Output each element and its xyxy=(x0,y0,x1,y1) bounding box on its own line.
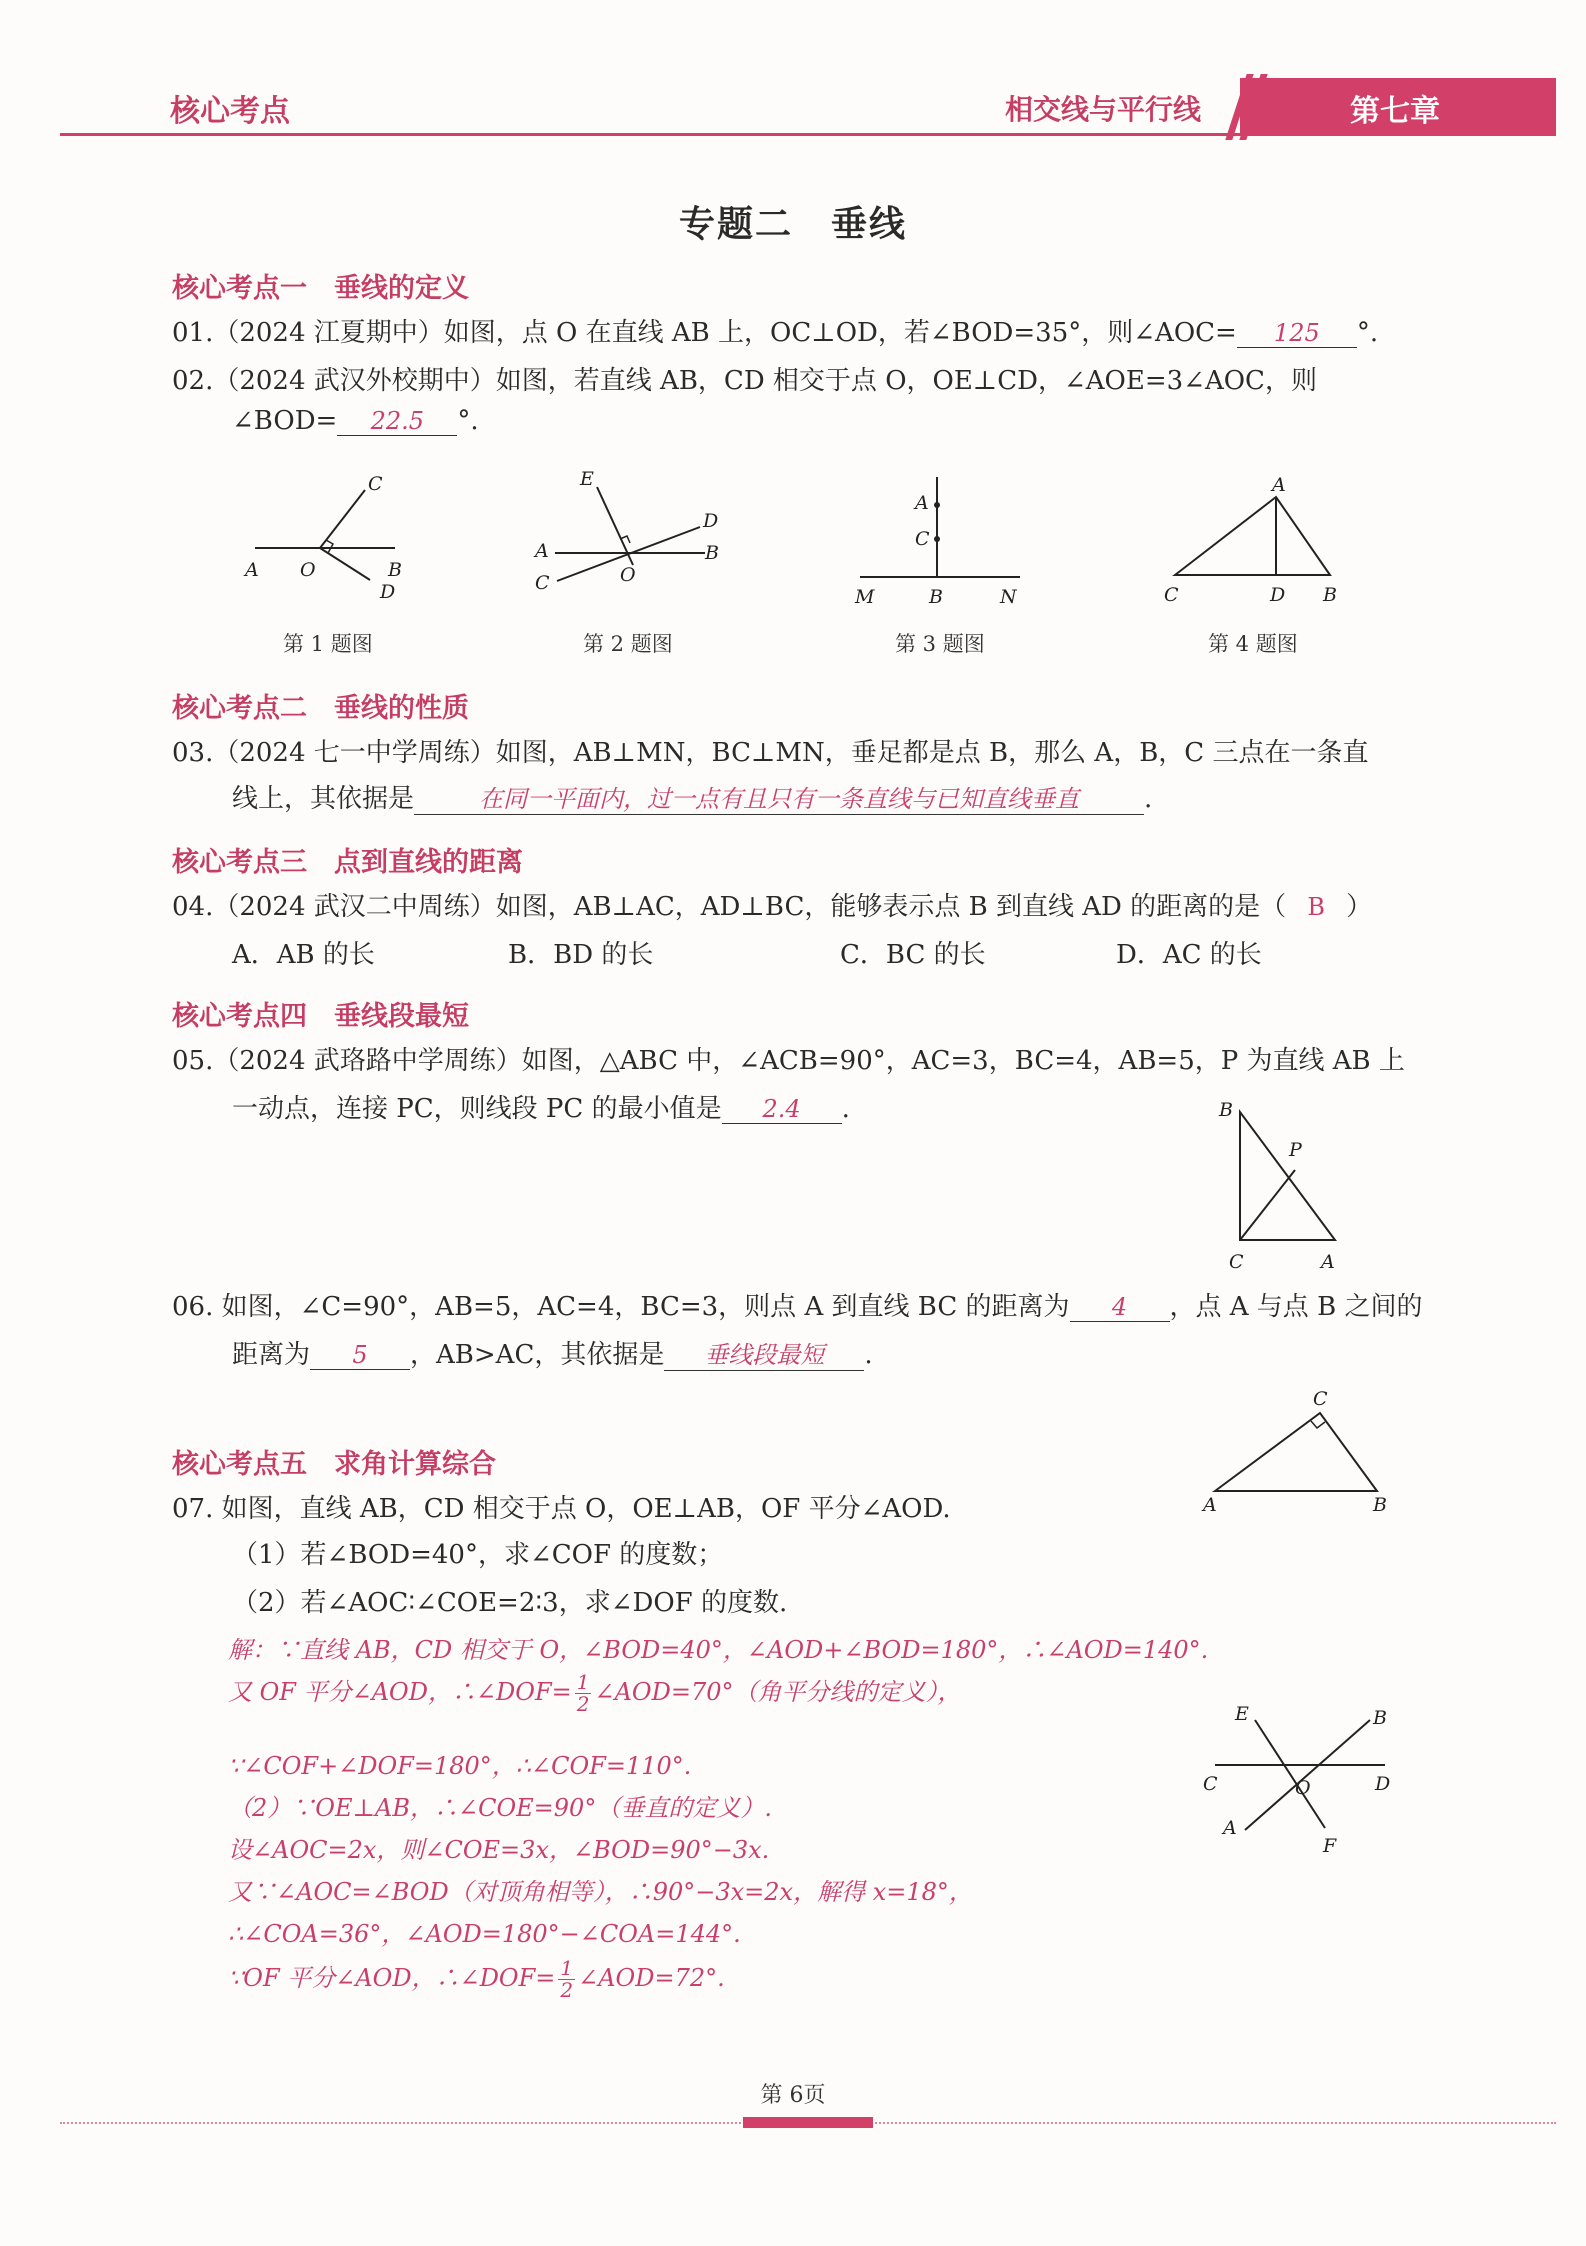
header-subject: 相交线与平行线 xyxy=(1005,93,1202,126)
footer-accent-bar xyxy=(743,2117,873,2128)
fig7-label-F: F xyxy=(1323,1835,1337,1857)
fig4-label-D: D xyxy=(1270,584,1286,606)
question-06-mid2: ，AB>AC，其依据是 xyxy=(410,1340,665,1370)
fig4-label-B: B xyxy=(1323,584,1337,606)
figure-5 xyxy=(1205,1090,1365,1280)
answer-06-3: 垂线段最短 xyxy=(664,1335,864,1371)
figure-3 xyxy=(845,465,1045,615)
fig7-label-O: O xyxy=(1295,1777,1311,1799)
section-heading-2: 核心考点二 垂线的性质 xyxy=(172,693,469,724)
question-03-line2 xyxy=(232,778,1152,815)
fig6-label-A: A xyxy=(1203,1494,1217,1515)
fig4-label-C: C xyxy=(1164,584,1179,606)
header-chapter: 第七章 xyxy=(1350,94,1440,129)
fraction-denominator: 2 xyxy=(576,1692,590,1716)
question-01-tail: °. xyxy=(1356,318,1379,348)
question-03-tail: . xyxy=(1144,784,1153,814)
fig3-label-B: B xyxy=(929,586,943,608)
q4-option-a: A．AB 的长 xyxy=(232,940,375,970)
question-07-line1: 07. 如图，直线 AB，CD 相交于点 O，OE⊥AB，OF 平分∠AOD. xyxy=(172,1494,951,1524)
question-03-text: 线上，其依据是 xyxy=(232,784,415,814)
question-04-line1 xyxy=(172,886,1372,923)
header-rule xyxy=(60,133,1556,136)
figure-6 xyxy=(1195,1385,1395,1515)
question-01-text: 01.（2024 江夏期中）如图，点 O 在直线 AB 上，OC⊥OD，若∠BOD=35°，则∠AOC= xyxy=(172,318,1237,348)
figure-2-caption: 第 2 题图 xyxy=(583,632,673,656)
question-04-text: 04.（2024 武汉二中周练）如图，AB⊥AC，AD⊥BC，能够表示点 B 到直线 AD 的距离的是（ xyxy=(172,892,1287,922)
figure-4 xyxy=(1150,465,1350,615)
fig2-label-A: A xyxy=(535,540,549,562)
fraction-numerator-2: 1 xyxy=(560,1956,574,1980)
answer-06-2: 5 xyxy=(310,1341,410,1370)
question-06-mid1: ，点 A 与点 B 之间的 xyxy=(1169,1292,1423,1322)
question-07-part2: （2）若∠AOC∶∠COE=2∶3，求∠DOF 的度数. xyxy=(232,1588,788,1618)
fig3-label-M: M xyxy=(855,586,875,608)
fraction-denominator-2: 2 xyxy=(560,1978,574,2002)
fig7-label-A: A xyxy=(1223,1817,1237,1839)
section-heading-4: 核心考点四 垂线段最短 xyxy=(172,1001,469,1032)
fig7-label-E: E xyxy=(1235,1703,1249,1725)
fig3-label-C: C xyxy=(915,528,930,550)
solution-line-7: ∴∠COA=36°，∠AOD=180°−∠COA=144°. xyxy=(228,1920,741,1948)
figure-1-caption: 第 1 题图 xyxy=(283,632,373,656)
fraction-numerator: 1 xyxy=(576,1670,590,1694)
question-06-line1 xyxy=(172,1286,1422,1323)
question-03-line1: 03.（2024 七一中学周练）如图，AB⊥MN，BC⊥MN，垂足都是点 B，那么 A，B，C 三点在一条直 xyxy=(172,738,1369,768)
question-06-line2 xyxy=(232,1334,873,1371)
question-01 xyxy=(172,312,1378,349)
header-left-label: 核心考点 xyxy=(170,94,290,129)
fig4-label-A: A xyxy=(1272,474,1286,496)
answer-01: 125 xyxy=(1237,319,1357,348)
fig1-label-C: C xyxy=(368,473,383,495)
fig7-label-D: D xyxy=(1375,1773,1391,1795)
solution-line-1: 解：∵直线 AB，CD 相交于 O，∠BOD=40°，∠AOD+∠BOD=180°，∴∠AOD=140°. xyxy=(228,1636,1209,1664)
question-05-tail: . xyxy=(841,1094,850,1124)
question-04-tail: ） xyxy=(1346,892,1373,922)
answer-06-1: 4 xyxy=(1070,1293,1170,1322)
fig2-label-C: C xyxy=(535,572,550,594)
fig2-label-E: E xyxy=(580,468,594,490)
fig5-label-B: B xyxy=(1219,1099,1233,1121)
solution-line-2a: 又 OF 平分∠AOD，∴∠DOF= xyxy=(228,1678,572,1706)
fig3-label-N: N xyxy=(1000,586,1017,608)
question-06-text2: 距离为 xyxy=(232,1340,311,1370)
figure-1 xyxy=(240,470,440,620)
q4-option-d: D．AC 的长 xyxy=(1116,940,1262,970)
answer-05: 2.4 xyxy=(722,1095,842,1124)
fig6-label-C: C xyxy=(1313,1388,1328,1410)
fig6-label-B: B xyxy=(1373,1494,1387,1515)
figure-7 xyxy=(1195,1690,1415,1860)
question-05-text: 一动点，连接 PC，则线段 PC 的最小值是 xyxy=(232,1094,722,1124)
fig1-label-A: A xyxy=(245,559,259,581)
question-06-text: 06. 如图，∠C=90°，AB=5，AC=4，BC=3，则点 A 到直线 BC 的距离为 xyxy=(172,1292,1070,1322)
fig5-label-C: C xyxy=(1229,1251,1244,1273)
fraction-half-1 xyxy=(575,1672,592,1715)
fig5-label-P: P xyxy=(1289,1139,1302,1161)
page-number: 第 6页 xyxy=(760,2083,826,2108)
solution-line-2b: ∠AOD=70°（角平分线的定义）， xyxy=(594,1678,962,1706)
section-heading-3: 核心考点三 点到直线的距离 xyxy=(172,847,523,878)
solution-line-5: 设∠AOC=2x，则∠COE=3x，∠BOD=90°−3x. xyxy=(228,1836,770,1864)
solution-line-2 xyxy=(228,1672,961,1715)
solution-line-8 xyxy=(228,1958,725,2001)
fig5-label-A: A xyxy=(1321,1251,1335,1273)
answer-03: 在同一平面内，过一点有且只有一条直线与已知直线垂直 xyxy=(414,779,1144,815)
fig1-label-D: D xyxy=(380,581,396,603)
fig7-label-C: C xyxy=(1203,1773,1218,1795)
fig2-label-D: D xyxy=(703,510,719,532)
question-02-tail: °. xyxy=(457,406,479,436)
fig7-label-B: B xyxy=(1373,1707,1387,1729)
figure-4-caption: 第 4 题图 xyxy=(1208,632,1298,656)
fig2-label-O: O xyxy=(620,564,636,586)
solution-line-8a: ∵OF 平分∠AOD，∴∠DOF= xyxy=(228,1964,556,1992)
solution-line-4: （2）∵OE⊥AB，∴∠COE=90°（垂直的定义）. xyxy=(228,1794,772,1822)
figure-2 xyxy=(525,465,745,615)
question-07-part1: （1）若∠BOD=40°，求∠COF 的度数； xyxy=(232,1540,724,1570)
question-06-tail: . xyxy=(864,1340,873,1370)
answer-02: 22.5 xyxy=(337,407,457,436)
fig3-label-A: A xyxy=(915,492,929,514)
question-05-line2 xyxy=(232,1088,850,1125)
q4-option-b: B．BD 的长 xyxy=(508,940,654,970)
section-heading-1: 核心考点一 垂线的定义 xyxy=(172,273,469,304)
answer-04: B xyxy=(1307,893,1325,921)
page-title: 专题二 垂线 xyxy=(678,203,907,245)
solution-line-6: 又∵∠AOC=∠BOD（对顶角相等），∴90°−3x=2x，解得 x=18°， xyxy=(228,1878,973,1906)
section-heading-5: 核心考点五 求角计算综合 xyxy=(172,1449,496,1480)
question-02-text: ∠BOD= xyxy=(232,406,338,436)
question-02-line1: 02.（2024 武汉外校期中）如图，若直线 AB，CD 相交于点 O，OE⊥CD，∠AOE=3∠AOC，则 xyxy=(172,366,1317,396)
question-02-line2 xyxy=(232,406,479,436)
fig2-label-B: B xyxy=(705,542,719,564)
solution-line-3: ∵∠COF+∠DOF=180°，∴∠COF=110°. xyxy=(228,1752,692,1780)
fig1-label-B: B xyxy=(388,559,402,581)
fig1-label-O: O xyxy=(300,559,316,581)
solution-line-8b: ∠AOD=72°. xyxy=(578,1964,725,1992)
figure-3-caption: 第 3 题图 xyxy=(895,632,985,656)
question-05-line1: 05.（2024 武珞路中学周练）如图，△ABC 中，∠ACB=90°，AC=3，BC=4，AB=5，P 为直线 AB 上 xyxy=(172,1046,1405,1076)
q4-option-c: C．BC 的长 xyxy=(840,940,986,970)
fraction-half-2 xyxy=(558,1958,575,2001)
